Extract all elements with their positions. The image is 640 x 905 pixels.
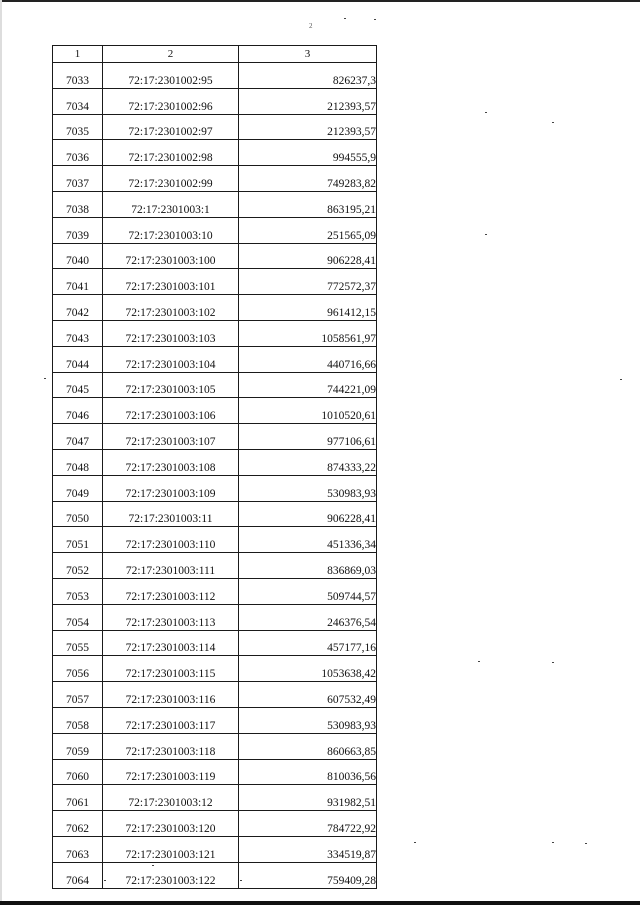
table-row — [53, 733, 377, 759]
table-row — [53, 269, 377, 295]
value-cell: 994555,9 — [239, 140, 377, 166]
scan-speck — [620, 379, 622, 380]
scan-speck — [344, 18, 346, 19]
cadastral-number: 72:17:2301003:104 — [103, 346, 239, 372]
cadastral-number: 72:17:2301003:102 — [103, 295, 239, 321]
cadastral-number: 72:17:2301002:98 — [103, 140, 239, 166]
row-number: 7042 — [53, 295, 103, 321]
row-number: 7033 — [53, 63, 103, 89]
scan-speck — [585, 843, 587, 844]
table-row — [53, 166, 377, 192]
scan-speck — [44, 378, 46, 379]
table-row — [53, 501, 377, 527]
row-number: 7053 — [53, 578, 103, 604]
value-cell: 530983,93 — [239, 707, 377, 733]
cadastral-number: 72:17:2301003:106 — [103, 398, 239, 424]
value-cell: 906228,41 — [239, 501, 377, 527]
row-number: 7064 — [53, 862, 103, 888]
row-number: 7038 — [53, 191, 103, 217]
table-row — [53, 811, 377, 837]
value-cell: 826237,3 — [239, 63, 377, 89]
cadastral-number: 72:17:2301003:112 — [103, 578, 239, 604]
cadastral-number: 72:17:2301003:111 — [103, 553, 239, 579]
cadastral-number: 72:17:2301003:108 — [103, 449, 239, 475]
value-cell: 759409,28 — [239, 862, 377, 888]
cadastral-number: 72:17:2301003:118 — [103, 733, 239, 759]
cadastral-number: 72:17:2301003:11 — [103, 501, 239, 527]
row-number: 7050 — [53, 501, 103, 527]
row-number: 7055 — [53, 630, 103, 656]
scan-speck — [374, 19, 376, 20]
value-cell: 810036,56 — [239, 759, 377, 785]
row-number: 7061 — [53, 785, 103, 811]
scan-edge-bottom — [0, 901, 640, 905]
table-row — [53, 217, 377, 243]
cadastral-number: 72:17:2301003:120 — [103, 811, 239, 837]
cadastral-number: 72:17:2301003:100 — [103, 243, 239, 269]
cadastral-number: 72:17:2301003:110 — [103, 527, 239, 553]
table-row — [53, 191, 377, 217]
cadastral-number: 72:17:2301002:95 — [103, 63, 239, 89]
value-cell: 836869,03 — [239, 553, 377, 579]
cadastral-number: 72:17:2301003:114 — [103, 630, 239, 656]
row-number: 7034 — [53, 88, 103, 114]
row-number: 7051 — [53, 527, 103, 553]
cadastral-number: 72:17:2301003:107 — [103, 424, 239, 450]
table-row — [53, 398, 377, 424]
table-row — [53, 630, 377, 656]
cadastral-number: 72:17:2301003:10 — [103, 217, 239, 243]
scan-speck — [414, 842, 416, 843]
value-cell: 863195,21 — [239, 191, 377, 217]
table-row — [53, 295, 377, 321]
row-number: 7048 — [53, 449, 103, 475]
value-cell: 744221,09 — [239, 372, 377, 398]
table-row — [53, 553, 377, 579]
value-cell: 509744,57 — [239, 578, 377, 604]
column-header-value: 3 — [239, 46, 377, 63]
cadastral-number: 72:17:2301003:115 — [103, 656, 239, 682]
value-cell: 961412,15 — [239, 295, 377, 321]
table-row — [53, 475, 377, 501]
row-number: 7052 — [53, 553, 103, 579]
table-row — [53, 449, 377, 475]
row-number: 7054 — [53, 604, 103, 630]
cadastral-number: 72:17:2301003:103 — [103, 320, 239, 346]
table-row — [53, 88, 377, 114]
cadastral-number: 72:17:2301003:119 — [103, 759, 239, 785]
row-number: 7035 — [53, 114, 103, 140]
scan-edge-top — [0, 0, 640, 2]
cadastral-number: 72:17:2301003:105 — [103, 372, 239, 398]
value-cell: 530983,93 — [239, 475, 377, 501]
row-number: 7057 — [53, 682, 103, 708]
value-cell: 749283,82 — [239, 166, 377, 192]
cadastral-number: 72:17:2301003:12 — [103, 785, 239, 811]
value-cell: 251565,09 — [239, 217, 377, 243]
table-row — [53, 527, 377, 553]
value-cell: 772572,37 — [239, 269, 377, 295]
table-row — [53, 656, 377, 682]
row-number: 7046 — [53, 398, 103, 424]
table-row — [53, 346, 377, 372]
cadastral-number: 72:17:2301002:99 — [103, 166, 239, 192]
row-number: 7049 — [53, 475, 103, 501]
row-number: 7063 — [53, 836, 103, 862]
value-cell: 860663,85 — [239, 733, 377, 759]
value-cell: 1058561,97 — [239, 320, 377, 346]
cadastral-number: 72:17:2301002:96 — [103, 88, 239, 114]
value-cell: 977106,61 — [239, 424, 377, 450]
scan-speck — [552, 662, 554, 663]
table-row — [53, 862, 377, 888]
value-cell: 457177,16 — [239, 630, 377, 656]
value-cell: 607532,49 — [239, 682, 377, 708]
row-number: 7047 — [53, 424, 103, 450]
table-row — [53, 140, 377, 166]
cadastral-number: 72:17:2301003:109 — [103, 475, 239, 501]
row-number: 7036 — [53, 140, 103, 166]
table-row — [53, 578, 377, 604]
value-cell: 906228,41 — [239, 243, 377, 269]
table-row — [53, 759, 377, 785]
cadastral-number: 72:17:2301003:122 — [103, 862, 239, 888]
table-row — [53, 63, 377, 89]
table-row — [53, 320, 377, 346]
value-cell: 334519,87 — [239, 836, 377, 862]
row-number: 7062 — [53, 811, 103, 837]
value-cell: 1053638,42 — [239, 656, 377, 682]
row-number: 7056 — [53, 656, 103, 682]
scan-speck — [485, 234, 487, 235]
value-cell: 1010520,61 — [239, 398, 377, 424]
cadastral-number: 72:17:2301003:116 — [103, 682, 239, 708]
value-cell: 931982,51 — [239, 785, 377, 811]
value-cell: 784722,92 — [239, 811, 377, 837]
table-row — [53, 682, 377, 708]
header-row — [53, 46, 377, 63]
table-row — [53, 243, 377, 269]
cadastral-number: 72:17:2301002:97 — [103, 114, 239, 140]
scan-edge-left — [0, 0, 2, 905]
row-number: 7058 — [53, 707, 103, 733]
column-header-cadastral: 2 — [103, 46, 239, 63]
cadastral-number: 72:17:2301003:121 — [103, 836, 239, 862]
scan-speck — [478, 661, 480, 662]
page-mark: 2 — [309, 22, 313, 30]
row-number: 7043 — [53, 320, 103, 346]
register-table — [52, 45, 377, 889]
value-cell: 212393,57 — [239, 88, 377, 114]
table-row — [53, 372, 377, 398]
column-header-number: 1 — [53, 46, 103, 63]
table-row — [53, 785, 377, 811]
table-row — [53, 707, 377, 733]
scan-speck — [485, 112, 487, 113]
cadastral-number: 72:17:2301003:1 — [103, 191, 239, 217]
value-cell: 874333,22 — [239, 449, 377, 475]
value-cell: 246376,54 — [239, 604, 377, 630]
value-cell: 212393,57 — [239, 114, 377, 140]
row-number: 7044 — [53, 346, 103, 372]
table-row — [53, 114, 377, 140]
scan-speck — [552, 122, 554, 123]
cadastral-number: 72:17:2301003:101 — [103, 269, 239, 295]
row-number: 7060 — [53, 759, 103, 785]
row-number: 7041 — [53, 269, 103, 295]
value-cell: 440716,66 — [239, 346, 377, 372]
row-number: 7045 — [53, 372, 103, 398]
row-number: 7039 — [53, 217, 103, 243]
row-number: 7040 — [53, 243, 103, 269]
table-row — [53, 424, 377, 450]
table-row — [53, 604, 377, 630]
scan-speck — [552, 842, 554, 843]
value-cell: 451336,34 — [239, 527, 377, 553]
cadastral-number: 72:17:2301003:113 — [103, 604, 239, 630]
row-number: 7059 — [53, 733, 103, 759]
table-row — [53, 836, 377, 862]
cadastral-number: 72:17:2301003:117 — [103, 707, 239, 733]
row-number: 7037 — [53, 166, 103, 192]
